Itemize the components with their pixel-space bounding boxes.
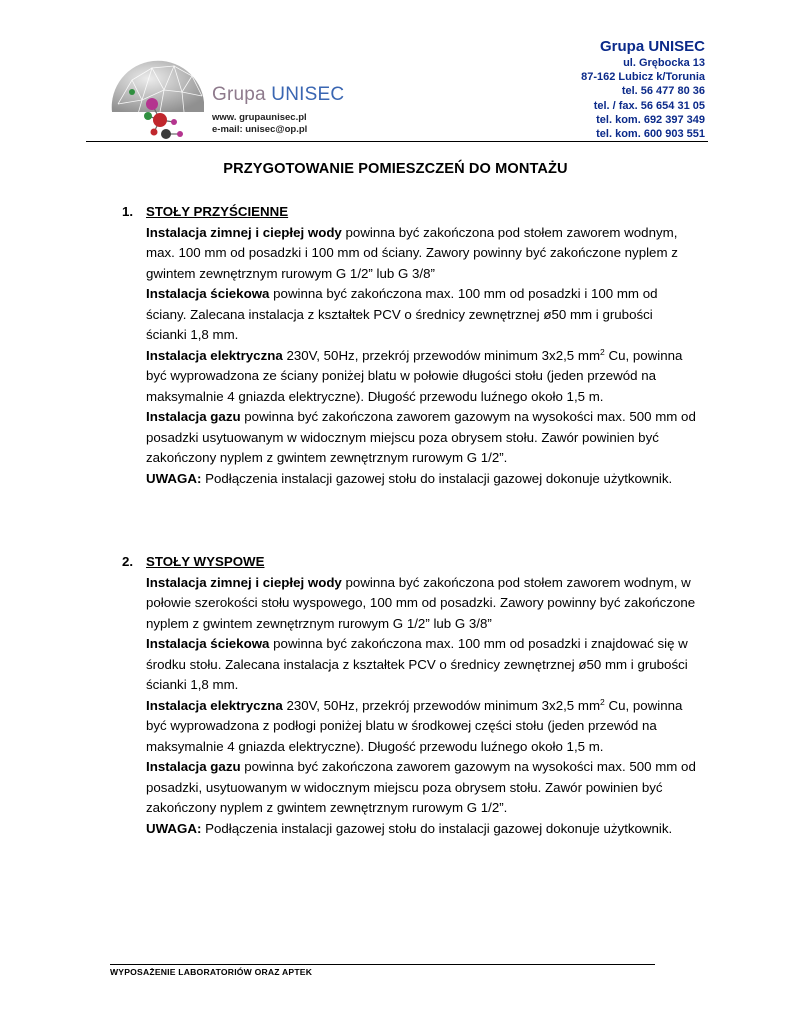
footer-text: WYPOSAŻENIE LABORATORIÓW ORAZ APTEK xyxy=(110,967,313,977)
term-electric: Instalacja elektryczna xyxy=(146,697,283,713)
section-body xyxy=(146,573,697,840)
text-water: powinna być zakończona pod stołem zaworem wodnym, w połowie szerokości stołu wyspowego, 100 mm od posadzki. Zawory powinny być zakończone nyplem z gwintem zewnętrznym rurowym G 1/2” lub G 3/8” xyxy=(146,574,696,631)
phone-line: tel. 56 477 80 36 xyxy=(621,85,705,98)
brand-logo-text xyxy=(212,84,344,106)
text-note: Podłączenia instalacji gazowej stołu do instalacji gazowej dokonuje użytkownik. xyxy=(201,820,673,836)
brand-word-unisec: UNISEC xyxy=(271,84,345,105)
term-note: UWAGA: xyxy=(146,470,202,486)
paragraph-electric xyxy=(146,346,697,408)
paragraph-electric xyxy=(146,696,697,758)
mobile-line-1: tel. kom. 692 397 349 xyxy=(596,113,705,126)
paragraph-note xyxy=(146,469,697,490)
term-water: Instalacja zimnej i ciepłej wody xyxy=(146,224,342,240)
paragraph-water xyxy=(146,573,697,635)
company-logo-graphic xyxy=(108,42,208,142)
text-note: Podłączenia instalacji gazowej stołu do instalacji gazowej dokonuje użytkownik. xyxy=(201,470,673,486)
address-line-street: ul. Grębocka 13 xyxy=(623,57,705,69)
section-wall-tables xyxy=(122,202,697,489)
superscript: 2 xyxy=(600,346,605,357)
text-electric-a: 230V, 50Hz, przekrój przewodów minimum 3x2,5 mm xyxy=(282,697,601,713)
brand-word-grupa: Grupa xyxy=(212,84,272,105)
text-gas: powinna być zakończona zaworem gazowym na wysokości max. 500 mm od posadzki usytuowanym w widocznym miejscu poza obrysem stołu. Zawór powinien być zakończony nyplem z gwintem zewnętrznym rurowym G 1/2”. xyxy=(146,409,696,465)
footer-divider xyxy=(110,964,655,965)
web-contacts xyxy=(212,112,307,135)
section-title: STOŁY WYSPOWE xyxy=(146,554,265,569)
text-electric-b: Cu, powinna być wyprowadzona ze ściany poniżej blatu w połowie długości stołu (jeden przewód na maksymalnie 4 gniazda elektryczne). Długość przewodu luźnego około 1,5 m. xyxy=(146,347,683,404)
superscript: 2 xyxy=(600,696,605,707)
section-island-tables xyxy=(122,552,697,839)
term-drain: Instalacja ściekowa xyxy=(146,636,270,651)
text-electric-a: 230V, 50Hz, przekrój przewodów minimum 3x2,5 mm xyxy=(282,347,601,363)
term-gas: Instalacja gazu xyxy=(146,759,241,774)
paragraph-gas xyxy=(146,407,697,469)
section-number: 1. xyxy=(122,204,134,219)
section-heading xyxy=(122,202,697,223)
term-electric: Instalacja elektryczna xyxy=(146,347,283,363)
address-line-city: 87-162 Lubicz k/Torunia xyxy=(581,71,705,84)
document-title: PRZYGOTOWANIE POMIESZCZEŃ DO MONTAŻU xyxy=(223,161,568,177)
text-gas: powinna być zakończona zaworem gazowym na wysokości max. 500 mm od posadzki, usytuowanym w widocznym miejscu poza obrysem stołu. Zawór powinien być zakończony nyplem z gwintem zewnętrznym rurowym G 1/2”. xyxy=(146,759,696,815)
paragraph-drain xyxy=(146,284,697,346)
section-title: STOŁY PRZYŚCIENNE xyxy=(146,204,289,219)
term-note: UWAGA: xyxy=(146,820,202,836)
section-body xyxy=(146,223,697,490)
paragraph-drain xyxy=(146,634,697,696)
mobile-line-2: tel. kom. 600 903 551 xyxy=(596,128,705,141)
company-name: Grupa UNISEC xyxy=(599,38,705,55)
text-electric-b: Cu, powinna być wyprowadzona z podłogi poniżej blatu w środkowej części stołu (jeden przewód na maksymalnie 4 gniazda elektryczne). Długość przewodu luźnego około 1,5 m. xyxy=(146,697,683,754)
term-gas: Instalacja gazu xyxy=(146,409,241,424)
paragraph-note xyxy=(146,819,697,840)
section-heading xyxy=(122,552,697,573)
fax-line: tel. / fax. 56 654 31 05 xyxy=(593,99,705,112)
term-drain: Instalacja ściekowa xyxy=(146,286,270,301)
text-drain: powinna być zakończona max. 100 mm od posadzki i znajdować się w środku stołu. Zalecana instalacja z kształtek PCV o średnicy zewnętrznej ø50 mm i grubości ścianki 1,8 mm. xyxy=(146,636,688,692)
term-water: Instalacja zimnej i ciepłej wody xyxy=(146,574,342,590)
section-number: 2. xyxy=(122,554,134,569)
paragraph-water xyxy=(146,223,697,285)
text-water: powinna być zakończona pod stołem zaworem wodnym, max. 100 mm od posadzki i 100 mm od ściany. Zawory powinny być zakończone nyplem z gwintem zewnętrznym rurowym G 1/2” lub G 3/8” xyxy=(146,224,678,281)
email-link[interactable]: e-mail: unisec@op.pl xyxy=(212,123,308,135)
company-address-block xyxy=(581,38,705,141)
paragraph-gas xyxy=(146,757,697,819)
website-link[interactable]: www. grupaunisec.pl xyxy=(212,112,307,123)
text-drain: powinna być zakończona max. 100 mm od posadzki i 100 mm od ściany. Zalecana instalacja z kształtek PCV o średnicy zewnętrznej ø50 mm i grubości ścianki 1,8 mm. xyxy=(146,286,658,342)
header-divider xyxy=(86,141,708,142)
